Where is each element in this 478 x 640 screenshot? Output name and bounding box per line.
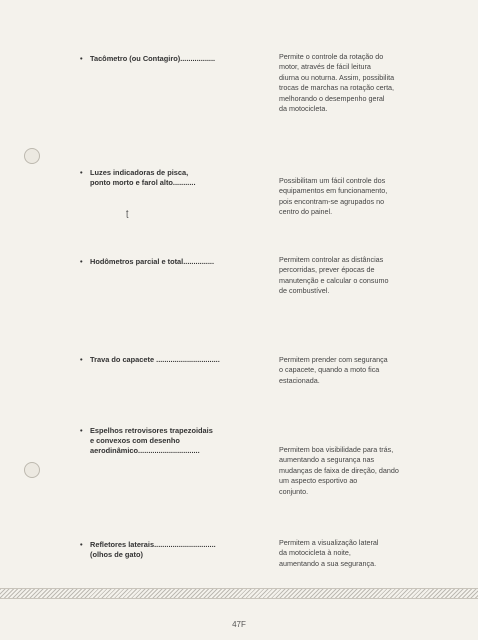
description-line: um aspecto esportivo ao [279,476,358,486]
punch-hole-top [24,148,40,164]
term-line: Refletores laterais.............................. [90,540,216,549]
description-line: motor, através de fácil leitura [279,62,371,72]
term-line: Hodômetros parcial e total............... [90,257,215,266]
description-line: Permite o controle da rotação do [279,52,384,61]
term-line: Tacômetro (ou Contagiro)................. [90,54,216,63]
description-line: aumentando a segurança nas [279,455,375,465]
term-line: e convexos com desenho [90,436,180,445]
term-line: ponto morto e farol alto........... [90,178,196,187]
description-line: conjunto. [279,486,309,496]
term-line: aerodinâmico.............................. [90,446,200,455]
bullet: • [80,168,83,177]
description-line: da motocicleta. [279,104,328,114]
feature-description-side-reflectors [279,538,429,569]
description-line: pois encontram-se agrupados no [279,196,385,206]
bullet: • [80,355,83,364]
description-line: percorridas, prever épocas de [279,265,375,275]
description-line: Possibilitam um fácil controle dos [279,176,386,185]
bullet: • [80,540,83,549]
description-line: Permitem prender com segurança [279,355,388,364]
punch-hole-bottom [24,462,40,478]
description-line: Permitem boa visibilidade para trás, [279,445,394,454]
term-line: (olhos de gato) [90,550,143,559]
description-line: da motocicleta à noite, [279,548,351,558]
feature-term-indicator-lights [80,168,270,188]
description-line: diurna ou noturna. Assim, possibilita [279,72,395,82]
description-line: manutenção e calcular o consumo [279,275,389,285]
feature-term-mirrors [80,426,270,456]
hatched-footer-rule [0,588,478,599]
feature-term-helmet-lock [80,355,270,365]
description-line: mudanças de faixa de direção, dando [279,465,399,475]
description-line: aumentando a sua segurança. [279,558,377,568]
description-line: Permitem controlar as distâncias [279,255,384,264]
feature-description-odometers [279,255,429,297]
bullet: • [80,426,83,435]
description-line: de combustível. [279,286,330,296]
description-line: estacionada. [279,375,320,385]
description-line: Permitem a visualização lateral [279,538,379,547]
bullet: • [80,257,83,266]
page-number: 47F [232,620,246,629]
feature-description-indicator-lights [279,176,429,218]
bullet: • [80,54,83,63]
description-line: centro do painel. [279,207,333,217]
term-line: Luzes indicadoras de pisca, [90,168,189,177]
feature-term-odometers [80,257,270,267]
feature-term-tachometer [80,54,270,64]
term-line: Espelhos retrovisores trapezoidais [90,426,213,435]
feature-description-helmet-lock [279,355,429,386]
description-line: trocas de marchas na rotação certa, [279,83,395,93]
feature-description-tachometer [279,52,429,114]
description-line: melhorando o desempenho geral [279,93,385,103]
feature-term-side-reflectors [80,540,270,560]
pen-mark: ʈ [126,208,129,218]
description-line: equipamentos em funcionamento, [279,186,388,196]
term-line: Trava do capacete ............................... [90,355,220,364]
description-line: o capacete, quando a moto fica [279,365,380,375]
feature-description-mirrors [279,445,429,497]
